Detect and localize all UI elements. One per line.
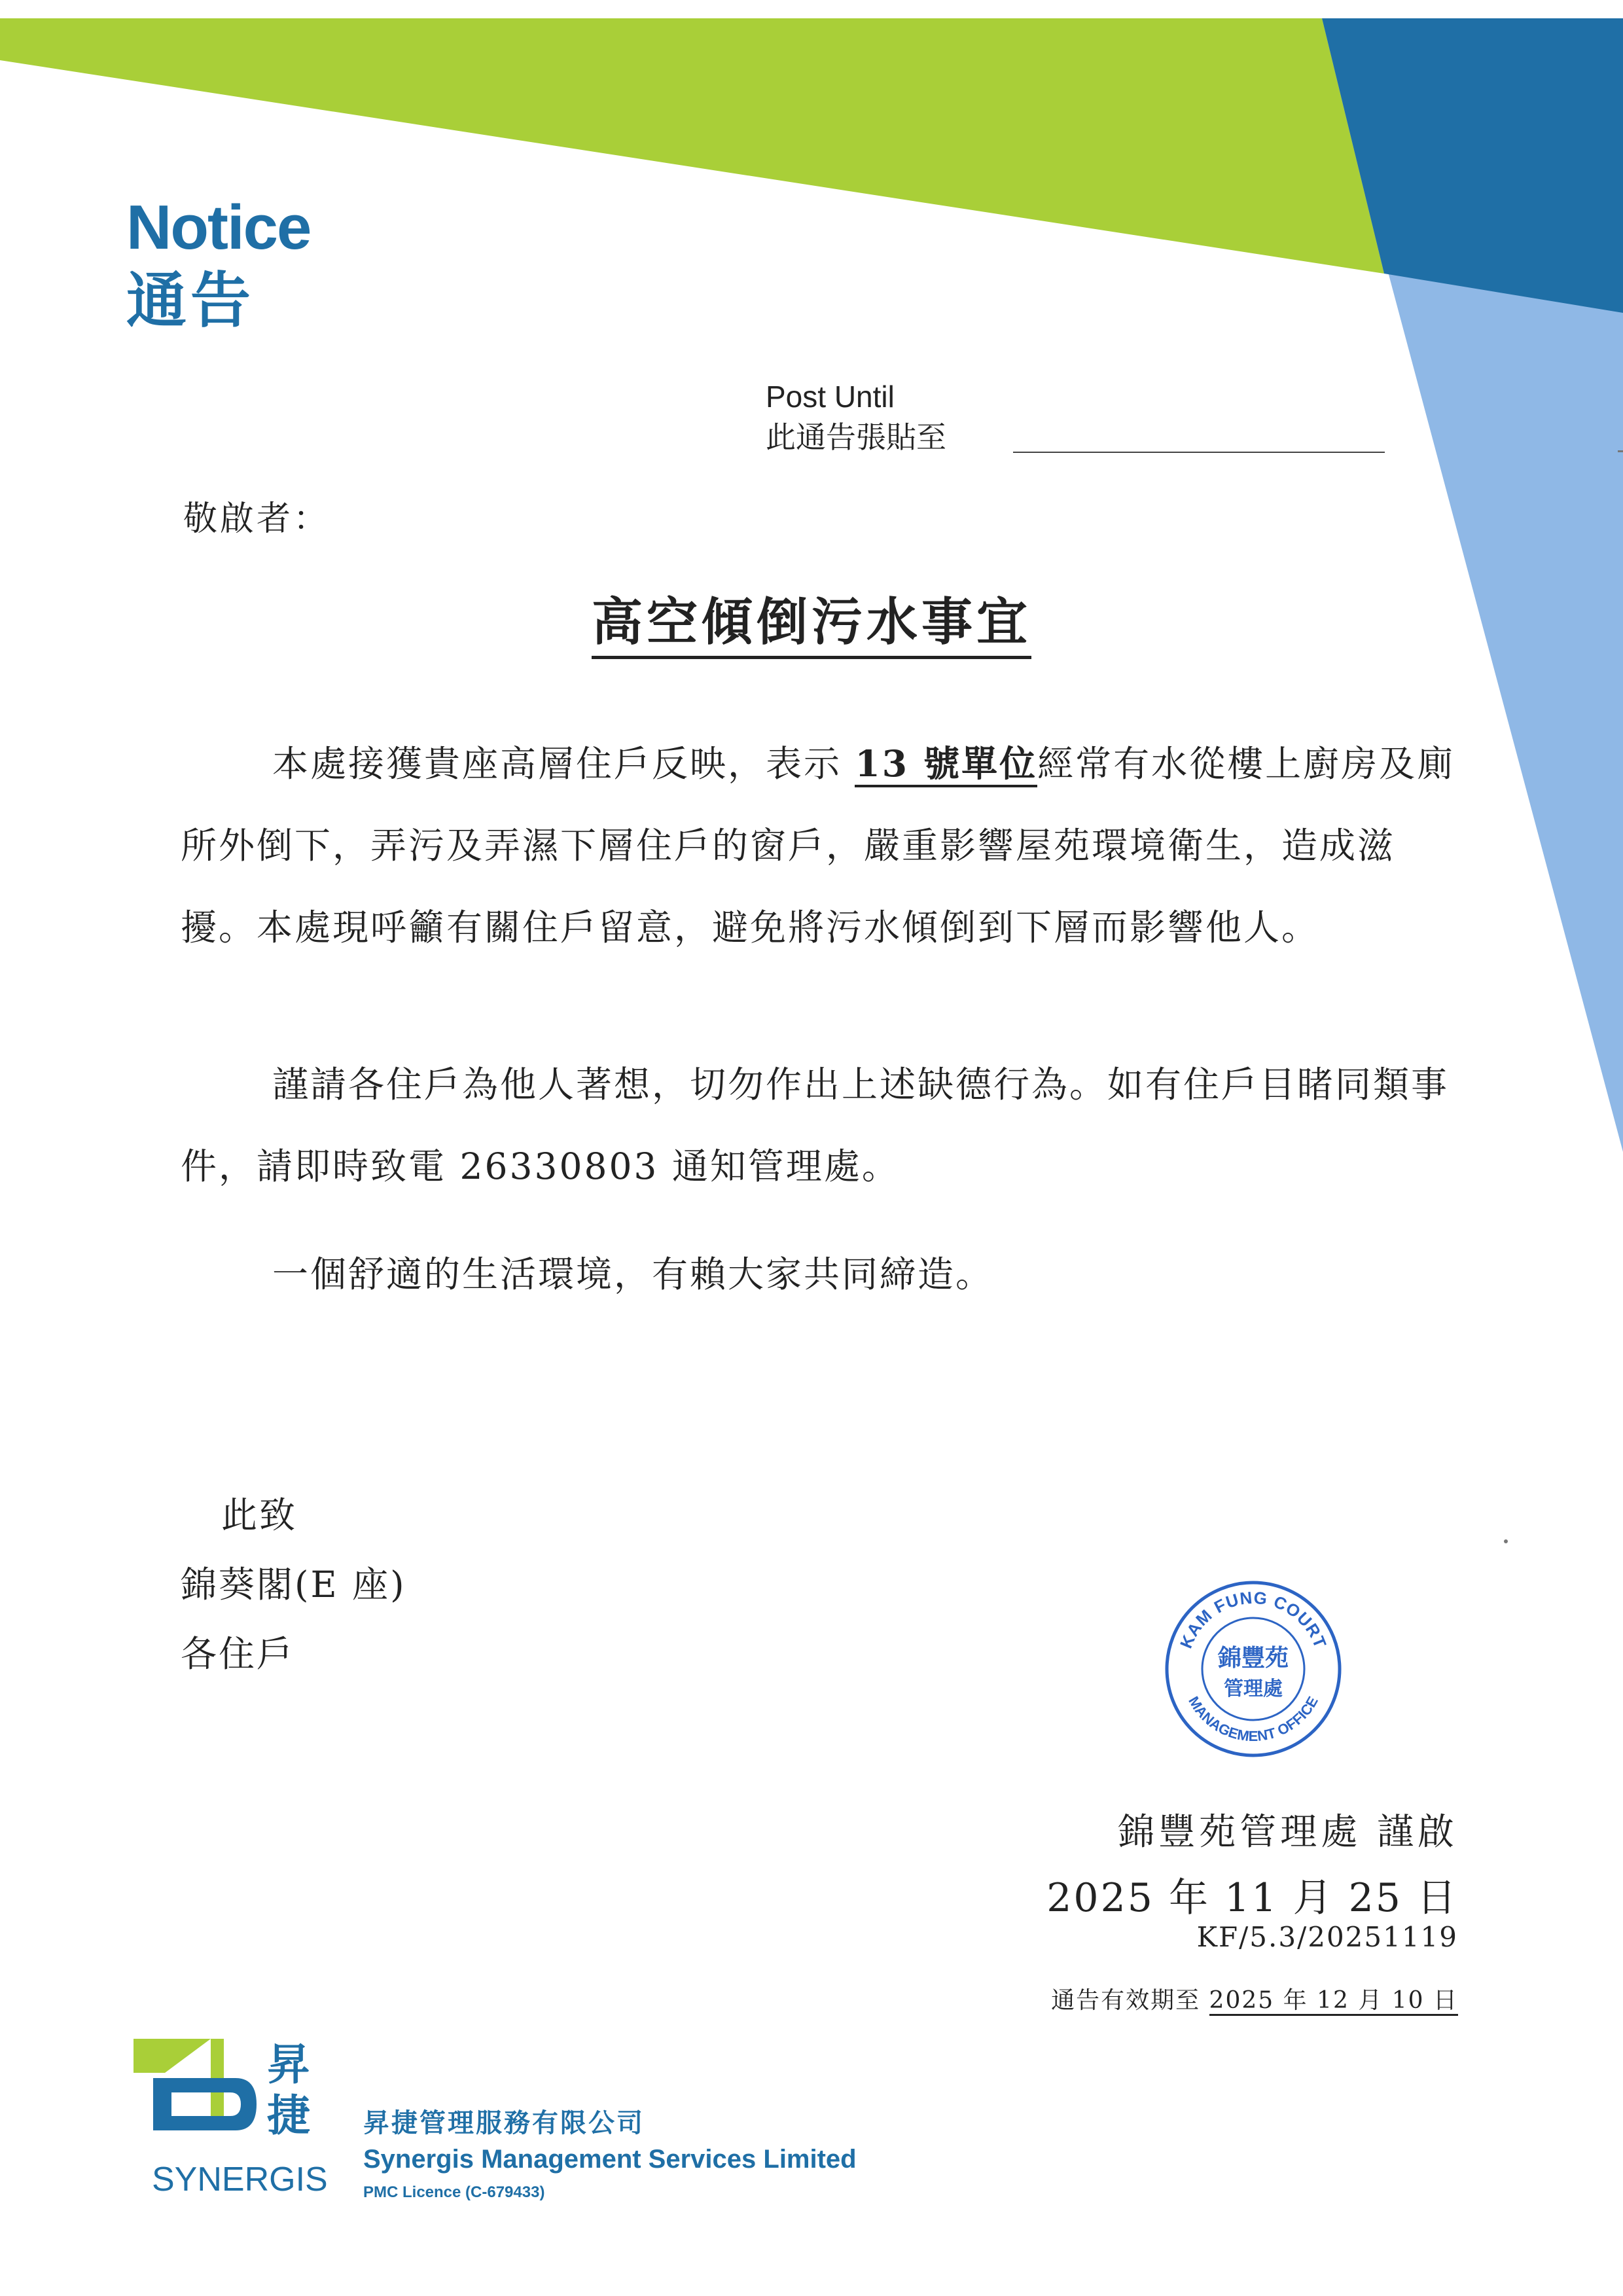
paragraph-1	[181, 723, 1457, 969]
logo-green-shape	[134, 2039, 211, 2073]
paragraph-3: 一個舒適的生活環境，有賴大家共同締造。	[272, 1253, 994, 1295]
notice-title	[126, 192, 311, 334]
stamp-ring-bottom: MANAGEMENT OFFICE	[1185, 1693, 1321, 1745]
stamp-center-line-1: 錦豐苑	[1217, 1644, 1289, 1672]
logo-zh-char-1: 昇	[267, 2039, 310, 2090]
stamp-ring-top: KAM FUNG COURT	[1175, 1587, 1331, 1651]
paragraph-1-rest: 經常有水從樓上廚房及廁所外倒下，弄污及弄濕下層住戶的窗戶，嚴重影響屋苑環境衛生，造成滋擾。本處現呼籲有關住戶留意，避免將污水傾倒到下層而影響他人。	[181, 743, 1455, 948]
paragraph-2: 謹請各住戶為他人著想，切勿作出上述缺德行為。如有住戶目睹同類事件，請即時致電 26330803 通知管理處。	[181, 1064, 1450, 1187]
validity-label: 通告有效期至	[1051, 1987, 1209, 2014]
reference-number: KF/5.3/20251119	[1196, 1921, 1458, 1953]
closing-line-2: 錦葵閣(E 座)	[181, 1564, 406, 1605]
svg-text:MANAGEMENT OFFICE	[1185, 1694, 1321, 1744]
logo-blue-shape	[153, 2078, 257, 2130]
subject-text: 高空傾倒污水事宜	[592, 592, 1031, 659]
svg-text:KAM FUNG COURT	[1176, 1588, 1330, 1651]
company-info	[363, 2102, 857, 2202]
closing-line-1: 此致	[221, 1494, 298, 1536]
logo-en: SYNERGIS	[152, 2161, 328, 2198]
company-name-zh: 昇捷管理服務有限公司	[363, 2109, 645, 2138]
logo-zh-char-2: 捷	[267, 2090, 310, 2141]
post-until-blank-line	[1013, 452, 1385, 453]
management-office-stamp	[1162, 1577, 1345, 1761]
unit-number-emphasis: 13 號單位	[855, 742, 1037, 787]
notice-title-zh: 通告	[126, 268, 255, 334]
salutation: 敬啟者：	[183, 499, 330, 539]
post-until-en: Post Until	[766, 380, 895, 414]
validity-date: 2025 年 12 月 10 日	[1209, 1987, 1458, 2016]
paragraph-1-start: 本處接獲貴座高層住戶反映，表示	[272, 743, 855, 785]
scan-mark	[1504, 1539, 1508, 1543]
subject-heading	[0, 581, 1623, 655]
company-name-en: Synergis Management Services Limited	[363, 2145, 857, 2174]
stamp-center-line-2: 管理處	[1224, 1677, 1283, 1700]
signature-date: 2025 年 11 月 25 日	[1046, 1875, 1458, 1921]
signature-office: 錦豐苑管理處 謹啟	[1118, 1811, 1458, 1854]
post-until	[766, 376, 946, 457]
post-until-zh: 此通告張貼至	[766, 420, 946, 455]
validity-note	[1051, 1982, 1458, 2015]
closing-line-3: 各住戶	[181, 1633, 295, 1675]
closing-block	[181, 1480, 406, 1689]
pmc-licence: PMC Licence (C-679433)	[363, 2183, 545, 2201]
synergis-logo	[126, 2032, 355, 2206]
notice-title-en: Notice	[126, 192, 311, 262]
scan-mark	[1618, 450, 1623, 452]
